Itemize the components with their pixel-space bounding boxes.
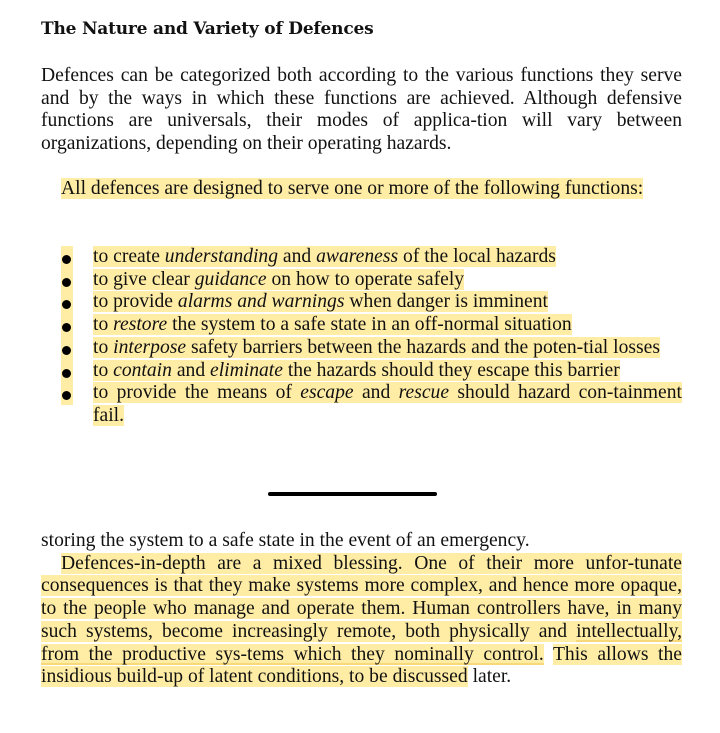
list-item [41, 314, 682, 337]
list-item [41, 360, 682, 383]
highlight-span[interactable]: to restore the system to a safe state in an off-normal situation [93, 314, 572, 336]
list-item [41, 291, 682, 314]
highlight-span[interactable]: to contain and eliminate the hazards should they escape this barrier [93, 359, 620, 381]
paragraph-intro: Defences can be categorized both according to the various functions they serve and by the ways in which these functions are achieved. Although defensive functions are universals, their modes of applica-tion will vary between organizations, depending on their operating hazards. [41, 65, 682, 155]
bullet-icon [61, 246, 73, 269]
highlight-span[interactable]: All defences are designed to serve one or more of the following functions: [61, 178, 644, 199]
bullet-icon [61, 314, 73, 337]
bullet-icon [61, 360, 73, 383]
highlight-span[interactable]: to provide the means of escape and rescue should hazard con-tainment fail. [93, 382, 682, 426]
unhighlighted-text: later. [472, 666, 512, 688]
highlight-span[interactable]: This allows the insidious build-up of latent conditions, to be discussed [41, 643, 682, 688]
list-item [41, 337, 682, 360]
list-item [41, 269, 682, 292]
page-divider [268, 492, 437, 496]
bullet-icon [61, 382, 73, 405]
paragraph-lead-text: storing the system to a safe state in the event of an emergency. [41, 530, 530, 551]
highlight-span[interactable]: to give clear guidance on how to operate safely [93, 268, 465, 290]
bullet-icon [61, 337, 73, 360]
highlight-span-underlined[interactable]: intellectually, from the productive sys-tems which they nominally control. [41, 620, 682, 665]
highlight-span[interactable]: to create understanding and awareness of the local hazards [93, 246, 556, 267]
section-title: The Nature and Variety of Defences [41, 19, 374, 39]
highlight-span[interactable]: Defences-in-depth are a mixed blessing. One of their more unfor-tunate consequences is that they make systems more complex, and hence more opaque, to the people who manage and operate them. Human controllers have, in many such systems, become increasingly remote, both physically and [41, 552, 682, 642]
list-item [41, 246, 682, 269]
functions-list [41, 246, 682, 428]
highlight-span[interactable]: to interpose safety barriers between the hazards and the poten-tial losses [93, 336, 660, 358]
paragraph-defences-in-depth [41, 530, 682, 689]
highlight-span[interactable]: to provide alarms and warnings when danger is imminent [93, 291, 548, 313]
bullet-icon [61, 269, 73, 292]
list-item [41, 382, 682, 427]
paragraph-functions-lead [41, 178, 682, 201]
bullet-icon [61, 291, 73, 314]
